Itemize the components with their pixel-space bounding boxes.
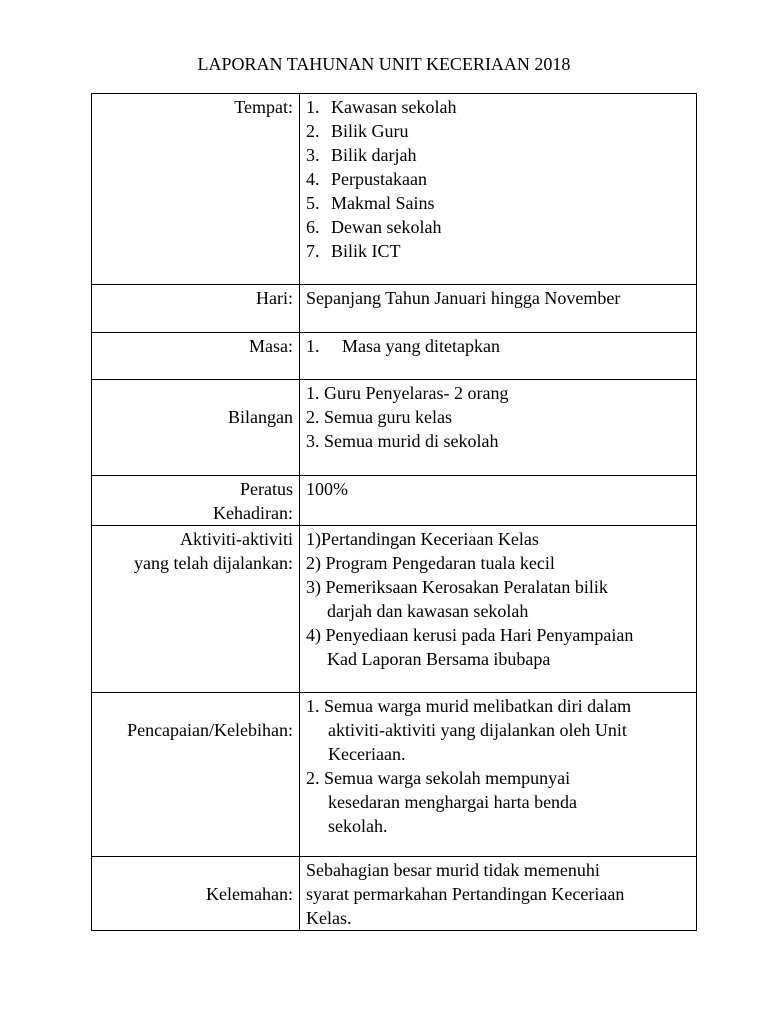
- list-item: 3) Pemeriksaan Kerosakan Peralatan bilik: [306, 577, 608, 597]
- item-number: 1.: [306, 336, 320, 356]
- row-bilangan: [92, 380, 697, 476]
- value-masa: [300, 333, 697, 380]
- label-line: Peratus: [240, 479, 293, 499]
- item-text: Perpustakaan: [331, 169, 427, 189]
- list-item: [306, 167, 692, 191]
- item-text: Dewan sekolah: [331, 217, 442, 237]
- label-text: Pencapaian/Kelebihan:: [127, 720, 293, 740]
- list-item: 1. Guru Penyelaras- 2 orang: [306, 383, 509, 403]
- item-number: 4.: [306, 169, 320, 189]
- item-text: Bilik darjah: [331, 145, 417, 165]
- report-table: [91, 93, 697, 931]
- text-line: Kelas.: [306, 908, 352, 928]
- list-item: [306, 143, 692, 167]
- label-line: Kehadiran:: [213, 503, 293, 523]
- label-pencapaian: [92, 693, 300, 857]
- label-aktiviti: [92, 526, 300, 693]
- list-item-continuation: Keceriaan.: [328, 744, 406, 764]
- value-pencapaian: [300, 693, 697, 857]
- list-item: 1. Semua warga murid melibatkan diri dalam: [306, 696, 632, 716]
- row-aktiviti: [92, 526, 697, 693]
- item-number: 7.: [306, 241, 320, 261]
- item-text: Kawasan sekolah: [331, 97, 457, 117]
- text-line: Sebahagian besar murid tidak memenuhi: [306, 860, 600, 880]
- item-number: 6.: [306, 217, 320, 237]
- list-item-continuation: kesedaran menghargai harta benda: [328, 792, 578, 812]
- list-item: 2. Semua guru kelas: [306, 407, 452, 427]
- row-peratus-kehadiran: [92, 476, 697, 526]
- value-peratus-kehadiran: 100%: [300, 476, 697, 526]
- list-item: 2) Program Pengedaran tuala kecil: [306, 553, 555, 573]
- item-text: Bilik ICT: [331, 241, 401, 261]
- value-bilangan: [300, 380, 697, 476]
- row-pencapaian: [92, 693, 697, 857]
- list-item: [306, 119, 692, 143]
- list-item: [306, 239, 692, 263]
- row-masa: [92, 333, 697, 380]
- text-line: syarat permarkahan Pertandingan Keceriaan: [306, 884, 625, 904]
- item-number: 1.: [306, 97, 320, 117]
- label-bilangan: [92, 380, 300, 476]
- label-line: Aktiviti-aktiviti: [180, 529, 293, 549]
- item-number: 5.: [306, 193, 320, 213]
- list-item: [306, 95, 692, 119]
- item-number: 2.: [306, 121, 320, 141]
- list-item: 4) Penyediaan kerusi pada Hari Penyampaian: [306, 625, 634, 645]
- list-item-continuation: aktiviti-aktiviti yang dijalankan oleh Unit: [328, 720, 627, 740]
- list-item-continuation: Kad Laporan Bersama ibubapa: [327, 649, 551, 669]
- label-hari: Hari:: [92, 285, 300, 333]
- row-hari: [92, 285, 697, 333]
- item-text: Masa yang ditetapkan: [342, 336, 500, 356]
- list-item: [306, 215, 692, 239]
- label-text: Kelemahan:: [206, 884, 293, 904]
- label-text: Bilangan: [228, 407, 293, 427]
- item-text: Bilik Guru: [331, 121, 409, 141]
- row-tempat: [92, 94, 697, 285]
- list-item-continuation: darjah dan kawasan sekolah: [327, 601, 529, 621]
- value-tempat: [300, 94, 697, 285]
- value-kelemahan: [300, 857, 697, 931]
- label-line: yang telah dijalankan:: [134, 553, 293, 573]
- label-peratus-kehadiran: [92, 476, 300, 526]
- list-item: 1)Pertandingan Keceriaan Kelas: [306, 529, 539, 549]
- list-item: [306, 191, 692, 215]
- label-tempat: Tempat:: [92, 94, 300, 285]
- label-kelemahan: [92, 857, 300, 931]
- value-aktiviti: [300, 526, 697, 693]
- row-kelemahan: [92, 857, 697, 931]
- label-masa: Masa:: [92, 333, 300, 380]
- item-number: 3.: [306, 145, 320, 165]
- page-title: LAPORAN TAHUNAN UNIT KECERIAAN 2018: [197, 54, 571, 74]
- list-item-continuation: sekolah.: [328, 816, 388, 836]
- list-item: 2. Semua warga sekolah mempunyai: [306, 768, 571, 788]
- value-hari: Sepanjang Tahun Januari hingga November: [300, 285, 697, 333]
- list-item: 3. Semua murid di sekolah: [306, 431, 499, 451]
- item-text: Makmal Sains: [331, 193, 435, 213]
